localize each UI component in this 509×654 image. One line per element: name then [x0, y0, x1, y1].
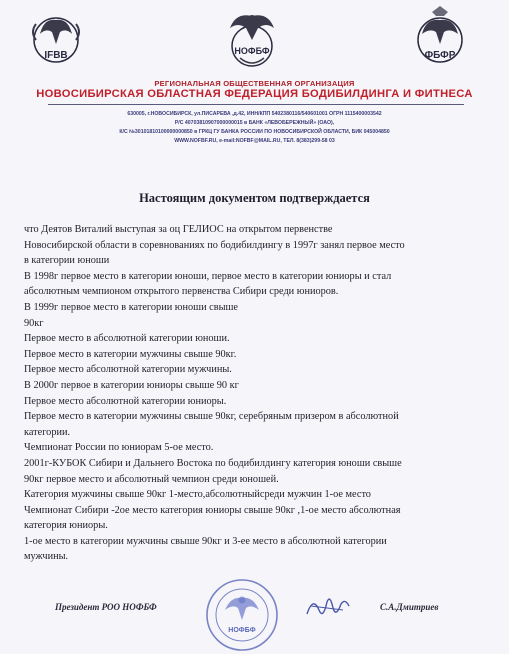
body-line: В 2000г первое в категории юниоры свыше 90 кг — [24, 379, 239, 391]
body-line: Чемпионат России по юниорам 5-ое место. — [24, 442, 214, 454]
signatory-name: С.А.Дмитриев — [380, 602, 439, 612]
body-line: Первое место абсолютной категории юниоры. — [24, 395, 227, 407]
body-line: категории. — [24, 426, 71, 438]
org-name: НОВОСИБИРСКАЯ ОБЛАСТНАЯ ФЕДЕРАЦИЯ БОДИБИЛДИНГА И ФИТНЕСА — [36, 88, 473, 100]
body-line: В 1999г первое место в категории юноши свыше — [24, 301, 239, 313]
handwritten-signature-icon — [303, 592, 353, 622]
body-line: Новосибирской области в соревнованиях по бодибилдингу в 1997г занял первое место — [24, 239, 405, 251]
body-line: Категория мужчины свыше 90кг 1-место,абсолютныйсреди мужчин 1-ое место — [24, 489, 371, 501]
nofbf-logo-icon — [222, 6, 282, 78]
requisites-line: WWW.NOFBF.RU, e-mail:NOFBF@MAIL.RU, ТЕЛ. 8(383)299-58 03 — [174, 138, 335, 144]
body-line: Чемпионат Сибири -2ое место категория юниоры свыше 90кг ,1-ое место абсолютная — [24, 504, 401, 516]
stamp-icon — [205, 578, 279, 652]
ifbb-logo-icon — [26, 4, 86, 76]
requisites-line: 630005, г.НОВОСИБИРСК, ул.ПИСАРЕВА ,д.42, ИНН/КПП 5402380116/540601001 ОГРН 1115400003542 — [127, 111, 382, 117]
ifbb-logo-label: IFBB — [44, 50, 68, 61]
body-line: В 1998г первое место в категории юноши, первое место в категории юниоры и стал — [24, 270, 392, 282]
body-line: Первое место в категории мужчины свыше 90кг. — [24, 348, 237, 360]
signatory-position: Президент РОО НОФБФ — [55, 602, 157, 612]
org-type: РЕГИОНАЛЬНАЯ ОБЩЕСТВЕННАЯ ОРГАНИЗАЦИЯ — [154, 79, 355, 88]
body-line: категория юниоры. — [24, 520, 108, 532]
header-divider — [48, 104, 464, 105]
body-line: 90кг первое место и абсолютный чемпион среди юношей. — [24, 473, 279, 485]
body-line: Первое место абсолютной категории мужчины. — [24, 364, 232, 376]
body-line: абсолютным чемпионом открытого первенства Сибири среди юниоров. — [24, 286, 339, 298]
nofbf-logo-label: НОФБФ — [234, 46, 270, 56]
fbfr-logo-icon — [410, 4, 470, 76]
body-line: Первое место в категории мужчины свыше 90кг, серебряным призером в абсолютной — [24, 411, 399, 423]
body-line: 1-ое место в категории мужчины свыше 90кг и 3-ее место в абсолютной категории — [24, 535, 387, 547]
body-line: 90кг — [24, 317, 44, 329]
fbfr-logo-label: ФБФР — [424, 50, 456, 61]
document-body — [24, 222, 489, 565]
requisites-line: Р/С 40703810907000000015 в БАНК «ЛЕВОБЕРЕЖНЫЙ» (ОАО), — [174, 120, 335, 126]
requisites-line: К/С №30101810100000000850 в ГРКЦ ГУ БАНКА РОССИИ ПО НОВОСИБИРСКОЙ ОБЛАСТИ, БИК 045004850 — [119, 129, 390, 135]
body-line: 2001г-КУБОК Сибири и Дальнего Востока по бодибилдингу категория юноши свыше — [24, 457, 402, 469]
document-heading: Настоящим документом подтверждается — [139, 191, 370, 205]
stamp-label: НОФБФ — [228, 627, 256, 634]
body-line: в категории юноши — [24, 255, 110, 267]
body-line: Первое место в абсолютной категории юноши. — [24, 333, 230, 345]
body-line: что Деятов Виталий выступая за оц ГЕЛИОС на открытом первенстве — [24, 224, 333, 235]
body-line: мужчины. — [24, 551, 69, 563]
